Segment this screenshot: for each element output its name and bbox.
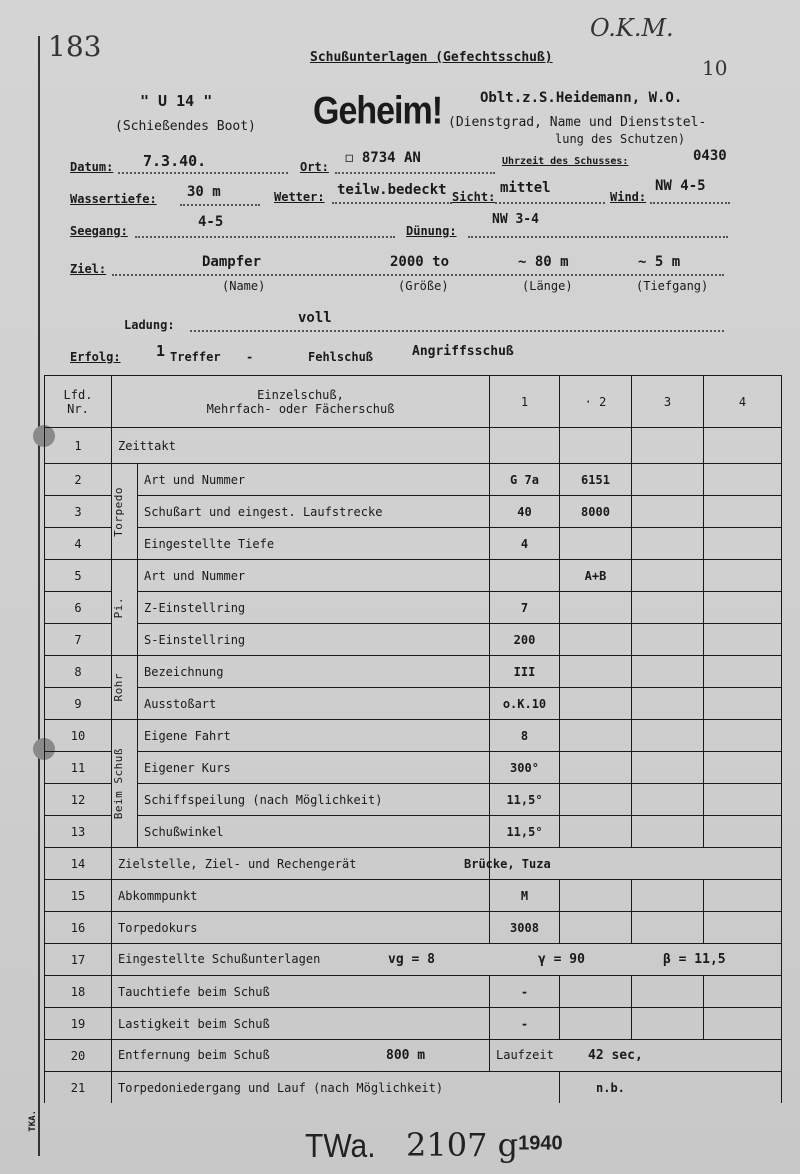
row-value-4: [704, 720, 782, 752]
row-nr: 7: [45, 624, 112, 656]
ziel-groesse-label: (Größe): [398, 279, 449, 293]
laufzeit-value: 42 sec,: [588, 1048, 643, 1063]
row-value-3: [632, 1008, 704, 1040]
table-row: [45, 1008, 782, 1040]
ort-value: ◻ 8734 AN: [345, 150, 421, 166]
group-beim-schuss-label: Beim Schuß: [112, 747, 125, 820]
erfolg-dash: -: [246, 350, 254, 364]
row-value-2: [560, 624, 632, 656]
row-nr: 3: [45, 496, 112, 528]
table-row: [45, 592, 782, 624]
row-label: Z-Einstellring: [138, 592, 490, 624]
row-value-2: [560, 428, 632, 464]
table-row: [45, 976, 782, 1008]
row-value-2: [560, 816, 632, 848]
row-value-2: [560, 752, 632, 784]
group-torpedo: [112, 464, 138, 560]
wassertiefe-dots: [180, 204, 260, 206]
row17-beta: β = 11,5: [663, 952, 726, 967]
row-value-4: [704, 496, 782, 528]
row-value-1: 300°: [490, 752, 560, 784]
row-label: Torpedoniedergang und Lauf (nach Möglichkeit): [112, 1072, 560, 1104]
row-nr: 21: [45, 1072, 112, 1104]
table-row: [45, 880, 782, 912]
ziel-dots: [112, 274, 724, 276]
table-row: [45, 784, 782, 816]
seegang-dots: [135, 236, 395, 238]
margin-line: [38, 36, 40, 1156]
officer-label-1: (Dienstgrad, Name und Dienststel-: [448, 115, 707, 130]
row-value-4: [704, 912, 782, 944]
header-col-3: 3: [632, 376, 704, 428]
header-lfd: Lfd.: [63, 387, 93, 402]
uhrzeit-label: Uhrzeit des Schusses:: [502, 156, 629, 167]
row20-value: 800 m: [386, 1048, 426, 1063]
duenung-dots: [468, 236, 728, 238]
ziel-name-value: Dampfer: [202, 254, 262, 270]
row-nr: 6: [45, 592, 112, 624]
table-row: [45, 496, 782, 528]
table-row: [45, 528, 782, 560]
row-value-4: [704, 880, 782, 912]
row-label: Schiffspeilung (nach Möglichkeit): [138, 784, 490, 816]
row-value-1: 200: [490, 624, 560, 656]
row-nr: 15: [45, 880, 112, 912]
row-value-2: [560, 688, 632, 720]
boat-label: (Schießendes Boot): [115, 119, 256, 134]
ziel-tiefgang-label: (Tiefgang): [636, 279, 709, 293]
sicht-value: mittel: [500, 180, 551, 196]
row-value-1: 7: [490, 592, 560, 624]
table-row: [45, 464, 782, 496]
wind-dots: [650, 202, 730, 204]
uhrzeit-value: 0430: [693, 148, 727, 164]
side-mark: TKA.: [28, 1110, 38, 1132]
row-value-2: [560, 656, 632, 688]
table-row: [45, 944, 782, 976]
row-nr: 8: [45, 656, 112, 688]
wetter-dots: [332, 202, 452, 204]
row-label: Eingestellte Tiefe: [138, 528, 490, 560]
wassertiefe-label: Wassertiefe:: [70, 192, 157, 206]
row-label: Zeittakt: [112, 428, 490, 464]
row-label: Eigene Fahrt: [138, 720, 490, 752]
row-nr: 9: [45, 688, 112, 720]
ladung-label: Ladung:: [124, 318, 175, 332]
row-value-3: [632, 624, 704, 656]
row-value-1: [490, 560, 560, 592]
row-value-1: [490, 428, 560, 464]
row21-value: n.b.: [596, 1080, 625, 1095]
row17-vg: vg = 8: [388, 952, 435, 967]
table-row: [45, 752, 782, 784]
row-value-2: [560, 880, 632, 912]
row-value-1: 8: [490, 720, 560, 752]
row-value-1: -: [490, 1008, 560, 1040]
group-beim-schuss: [112, 720, 138, 848]
ladung-value: voll: [298, 310, 332, 326]
row-value-4: [704, 528, 782, 560]
table-row: [45, 428, 782, 464]
wetter-value: teilw.bedeckt: [337, 182, 447, 198]
row-value-4: [704, 784, 782, 816]
row-value-3: [632, 592, 704, 624]
treffer-count: 1: [156, 342, 166, 360]
row-label: Bezeichnung: [138, 656, 490, 688]
duenung-label: Dünung:: [406, 224, 457, 238]
row-value-1: [464, 848, 782, 880]
table-row: [45, 1072, 782, 1104]
row-value-2: 8000: [560, 496, 632, 528]
row-value-2: [560, 976, 632, 1008]
ladung-dots: [190, 330, 724, 332]
row-nr: 11: [45, 752, 112, 784]
header-desc: [112, 376, 490, 428]
form-title: Schußunterlagen (Gefechtsschuß): [310, 50, 553, 65]
row-value-4: [704, 752, 782, 784]
header-nr: Nr.: [67, 401, 89, 416]
officer-value: Oblt.z.S.Heidemann, W.O.: [480, 90, 683, 106]
archive-stamp: [305, 1126, 563, 1164]
row-value-3: [632, 880, 704, 912]
row-value-3: [632, 720, 704, 752]
table-row: [45, 688, 782, 720]
handwritten-okm: O.K.M.: [590, 14, 674, 42]
row-value-3: [632, 428, 704, 464]
row-value-2: [560, 1008, 632, 1040]
fehlschuss-label: Fehlschuß: [308, 350, 374, 364]
row-nr: 12: [45, 784, 112, 816]
group-rohr: [112, 656, 138, 720]
row-value-1: -: [490, 976, 560, 1008]
table-row: [45, 656, 782, 688]
row-value-3: [632, 560, 704, 592]
row-value-2: [560, 528, 632, 560]
row-value-1: [560, 1072, 782, 1104]
erfolg-label: Erfolg:: [70, 350, 121, 364]
row-value-1: III: [490, 656, 560, 688]
wetter-label: Wetter:: [274, 190, 325, 204]
row-value-3: [632, 496, 704, 528]
duenung-value: NW 3-4: [492, 212, 539, 227]
row17-gamma: γ = 90: [538, 952, 585, 967]
datum-label: Datum:: [70, 160, 114, 174]
row-value-2: A+B: [560, 560, 632, 592]
row-value-2: [560, 592, 632, 624]
row-value-4: [704, 560, 782, 592]
archive-number: 2107 g: [406, 1126, 519, 1164]
erfolg-note: Angriffsschuß: [412, 344, 514, 359]
ziel-laenge-label: (Länge): [522, 279, 573, 293]
row-value-1: 11,5°: [490, 784, 560, 816]
row-value-1: M: [490, 880, 560, 912]
wassertiefe-value: 30 m: [187, 184, 221, 200]
row-value-1: G 7a: [490, 464, 560, 496]
header-col-1: 1: [490, 376, 560, 428]
table-row: [45, 720, 782, 752]
row-nr: 1: [45, 428, 112, 464]
row-value-4: [704, 1008, 782, 1040]
group-pi-label: Pi.: [112, 596, 125, 619]
table-row: [45, 848, 782, 880]
row-nr: 20: [45, 1040, 112, 1072]
ort-label: Ort:: [300, 160, 329, 174]
header-col-4: 4: [704, 376, 782, 428]
ziel-name-label: (Name): [222, 279, 266, 293]
treffer-label: Treffer: [170, 350, 221, 364]
row-nr: 5: [45, 560, 112, 592]
row-value-3: [632, 464, 704, 496]
header-desc-1: Einzelschuß,: [257, 387, 344, 402]
row-value-1: 11,5°: [490, 816, 560, 848]
group-rohr-label: Rohr: [112, 673, 125, 702]
row-nr: 10: [45, 720, 112, 752]
row-value-3: [632, 816, 704, 848]
row-nr: 18: [45, 976, 112, 1008]
row-value-2: 6151: [560, 464, 632, 496]
row-value-4: [704, 816, 782, 848]
ziel-label: Ziel:: [70, 262, 107, 276]
archive-year: 1940: [518, 1132, 563, 1155]
row-value-3: [632, 784, 704, 816]
row-label: Ausstoßart: [138, 688, 490, 720]
row-value-1: o.K.10: [490, 688, 560, 720]
sicht-label: Sicht:: [452, 190, 496, 204]
secret-stamp: Geheim!: [313, 89, 443, 133]
group-torpedo-label: Torpedo: [112, 486, 125, 537]
row-label: Art und Nummer: [138, 560, 490, 592]
row-label: Art und Nummer: [138, 464, 490, 496]
row-label: Eigener Kurs: [138, 752, 490, 784]
row-value-3: [632, 528, 704, 560]
table-row: [45, 1040, 782, 1072]
row-value-4: [704, 656, 782, 688]
row-label: Torpedokurs: [112, 912, 490, 944]
row-label: S-Einstellring: [138, 624, 490, 656]
datum-dots: [118, 172, 288, 174]
header-lfd-nr: [45, 376, 112, 428]
row-value-1: 40: [490, 496, 560, 528]
row-label: Lastigkeit beim Schuß: [112, 1008, 490, 1040]
row-label: [112, 1040, 490, 1072]
row-value-2: [560, 784, 632, 816]
margin-number: 183: [48, 30, 102, 63]
seegang-value: 4-5: [198, 214, 224, 230]
row-value-2: [560, 912, 632, 944]
row-nr: 17: [45, 944, 112, 976]
header-desc-2: Mehrfach- oder Fächerschuß: [206, 401, 395, 416]
row-value-3: [632, 976, 704, 1008]
row-nr: 4: [45, 528, 112, 560]
row17-label: Eingestellte Schußunterlagen: [118, 952, 321, 966]
wind-value: NW 4-5: [655, 178, 706, 194]
row-value-2: [560, 720, 632, 752]
table-row: [45, 816, 782, 848]
seegang-label: Seegang:: [70, 224, 128, 238]
row-label: Schußart und eingest. Laufstrecke: [138, 496, 490, 528]
datum-value: 7.3.40.: [143, 152, 207, 170]
page-number: 10: [702, 56, 728, 80]
row-label: Schußwinkel: [138, 816, 490, 848]
row-value-1: 4: [490, 528, 560, 560]
row-label: [112, 944, 782, 976]
row-nr: 14: [45, 848, 112, 880]
ziel-groesse-value: 2000 to: [390, 254, 450, 270]
archive-prefix: TWa.: [305, 1128, 376, 1165]
zielstelle-value: Brücke, Tuza: [464, 856, 551, 871]
row-value-4: [704, 428, 782, 464]
row-value-3: [632, 912, 704, 944]
laufzeit-label: Laufzeit: [496, 1048, 554, 1062]
row-value-3: [632, 656, 704, 688]
row-nr: 13: [45, 816, 112, 848]
table-row: [45, 624, 782, 656]
officer-label-2: lung des Schutzen): [555, 132, 686, 146]
row-value-4: [704, 464, 782, 496]
row-value-3: [632, 688, 704, 720]
row-value-3: [632, 752, 704, 784]
wind-label: Wind:: [610, 190, 647, 204]
row20-label: Entfernung beim Schuß: [118, 1048, 270, 1062]
row-value-1: 3008: [490, 912, 560, 944]
row-nr: 19: [45, 1008, 112, 1040]
header-col-2: · 2: [560, 376, 632, 428]
row-nr: 2: [45, 464, 112, 496]
row-value-4: [704, 624, 782, 656]
row-value-4: [704, 688, 782, 720]
table-row: [45, 912, 782, 944]
ort-dots: [335, 172, 495, 174]
boat-value: " U 14 ": [140, 92, 213, 110]
table-header-row: [45, 376, 782, 428]
laufzeit-cell: [490, 1040, 782, 1072]
row-label: Abkommpunkt: [112, 880, 490, 912]
row-value-4: [704, 592, 782, 624]
sicht-dots: [495, 202, 605, 204]
row-label: Tauchtiefe beim Schuß: [112, 976, 490, 1008]
table-row: [45, 560, 782, 592]
row-value-4: [704, 976, 782, 1008]
group-pi: [112, 560, 138, 656]
row-nr: 16: [45, 912, 112, 944]
row-label: Zielstelle, Ziel- und Rechengerät: [112, 848, 490, 880]
ziel-laenge-value: ~ 80 m: [518, 254, 569, 270]
ziel-tiefgang-value: ~ 5 m: [638, 254, 681, 270]
firing-data-table: [44, 375, 782, 1103]
